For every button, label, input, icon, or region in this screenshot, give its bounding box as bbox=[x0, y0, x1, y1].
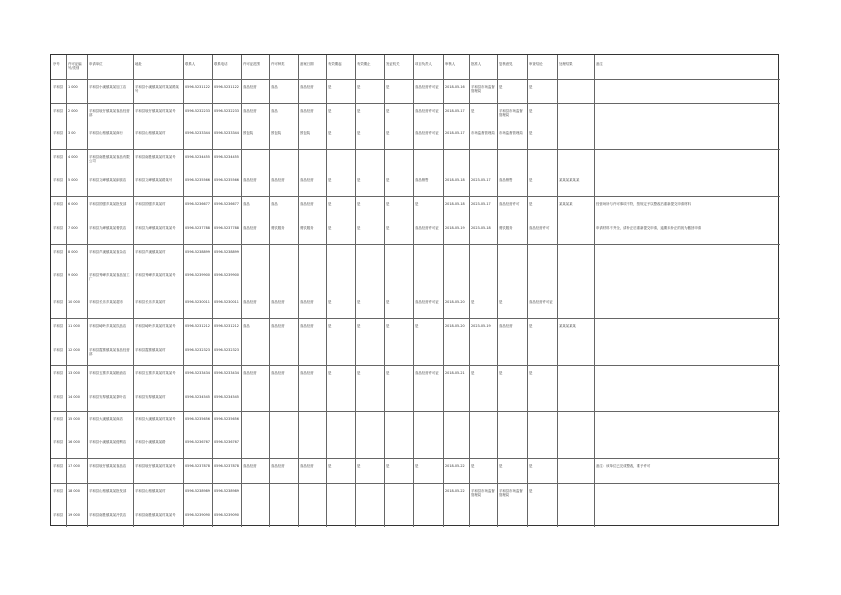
column-divider bbox=[413, 55, 414, 527]
table-cell: 食品经营许可证 bbox=[415, 371, 439, 375]
row-divider bbox=[51, 411, 780, 412]
table-cell: 平和县南胜镇某某冷饮店 bbox=[89, 513, 127, 517]
table-cell: 平和县 bbox=[53, 109, 64, 113]
table-cell: 平和县国强乡某某批发部 bbox=[89, 202, 127, 206]
table-cell: 2018-05-18 bbox=[445, 178, 465, 182]
table-cell: 食品经营许可证 bbox=[415, 226, 439, 230]
table-cell: 0596-5235566 bbox=[185, 178, 210, 182]
table-cell: 2018-05-22 bbox=[445, 464, 465, 468]
table-cell: 平和县 bbox=[53, 489, 64, 493]
table-cell: 食品经营许可证 bbox=[415, 85, 439, 89]
table-cell: 食品 bbox=[271, 109, 278, 113]
table-cell: 0596-5239090 bbox=[185, 513, 210, 517]
table-cell: 是 bbox=[471, 109, 475, 113]
table-cell: 是 bbox=[529, 464, 533, 468]
table-cell: 2023-05-19 bbox=[471, 324, 491, 328]
table-cell: 平和县五寨乡某某粮油店 bbox=[89, 371, 127, 375]
table-cell: 0596-5235566 bbox=[214, 178, 239, 182]
table-cell: 平和县 bbox=[53, 85, 64, 89]
header-cell: 联系电话 bbox=[214, 62, 228, 66]
table-cell: 是 bbox=[386, 226, 390, 230]
column-divider bbox=[66, 55, 67, 527]
table-cell: 平和县小溪镇某某路 bbox=[135, 440, 166, 444]
column-divider bbox=[497, 55, 498, 527]
table-cell: 平和县山格镇某某批发部 bbox=[89, 489, 127, 493]
table-cell: 是 bbox=[328, 131, 332, 135]
table-cell: 食品经营 bbox=[300, 464, 314, 468]
table-cell: 食品经营 bbox=[271, 371, 285, 375]
table-cell: 0596-5234455 bbox=[214, 155, 239, 159]
table-cell: 是 bbox=[529, 178, 533, 182]
table-cell: 0596-5230011 bbox=[185, 300, 210, 304]
table-cell: 平和县市场监督管理局 bbox=[499, 489, 523, 498]
table-cell: 平和县文峰镇某某路某号 bbox=[135, 178, 173, 182]
header-cell: 批准人 bbox=[471, 62, 482, 66]
table-cell: 备注：该单位已完成整改，准予许可 bbox=[596, 464, 651, 468]
column-divider bbox=[269, 55, 270, 527]
table-cell: 食品经营许可 bbox=[499, 202, 520, 206]
table-cell: 是 bbox=[386, 300, 390, 304]
header-cell: 联系人 bbox=[185, 62, 196, 66]
table-cell: 食品经营 bbox=[271, 464, 285, 468]
column-divider bbox=[212, 55, 213, 527]
header-cell: 处理结果 bbox=[559, 62, 573, 66]
column-divider bbox=[594, 55, 595, 527]
table-cell: 食品 bbox=[243, 202, 250, 206]
header-cell: 项目负责人 bbox=[415, 62, 432, 66]
table-cell: 平和县坂仔镇某某村某某号 bbox=[135, 464, 176, 468]
table-cell: 平和县坂仔镇某某食品店 bbox=[89, 464, 127, 468]
table-cell: 0596-5238899 bbox=[214, 250, 239, 254]
table-cell: 10 000 bbox=[68, 300, 80, 304]
table-cell: 7 000 bbox=[68, 226, 78, 230]
table-cell: 食品经营 bbox=[243, 178, 257, 182]
table-cell: 某某某某某 bbox=[559, 324, 576, 328]
table-cell: 食品经营 bbox=[300, 202, 314, 206]
table-cell: 是 bbox=[529, 371, 533, 375]
table-cell: 0596-5235656 bbox=[185, 417, 210, 421]
table-cell: 食品销售 bbox=[415, 178, 429, 182]
table-cell: 平和县芦溪镇某某食杂店 bbox=[89, 250, 127, 254]
column-divider bbox=[443, 55, 444, 527]
table-cell: 平和县 bbox=[53, 300, 64, 304]
table-cell: 是 bbox=[328, 226, 332, 230]
table-cell: 预包装 bbox=[300, 131, 311, 135]
table-cell: 15 000 bbox=[68, 417, 80, 421]
table-cell: 2018-05-20 bbox=[445, 324, 465, 328]
table-cell: 8 000 bbox=[68, 250, 78, 254]
column-divider bbox=[355, 55, 356, 527]
table-cell: 平和县芦溪镇某某村 bbox=[135, 250, 166, 254]
table-cell: 0596-5238899 bbox=[185, 250, 210, 254]
table-cell: 0596-5232323 bbox=[185, 348, 210, 352]
table-cell: 食品经营 bbox=[243, 109, 257, 113]
table-cell: 平和县小溪镇某某加工店 bbox=[89, 85, 127, 89]
table-cell: 平和县 bbox=[53, 226, 64, 230]
table-cell: 平和县山格镇某某村 bbox=[135, 131, 166, 135]
table-cell: 平和县坂仔镇某某食品经营部 bbox=[89, 109, 130, 118]
header-cell: 备注 bbox=[596, 62, 603, 66]
table-cell: 平和县大溪镇某某村某某号 bbox=[135, 417, 176, 421]
table-cell: 0596-5239900 bbox=[185, 273, 210, 277]
table-cell: 0596-5238989 bbox=[185, 489, 210, 493]
header-cell: 许可种类 bbox=[271, 62, 285, 66]
column-divider bbox=[557, 55, 558, 527]
table-cell: 是 bbox=[386, 371, 390, 375]
table-cell: 平和县大溪镇某某商店 bbox=[89, 417, 123, 421]
table-cell: 12 000 bbox=[68, 348, 80, 352]
table-cell: 平和县崎岭乡某某饮品店 bbox=[89, 324, 127, 328]
table-cell: 是 bbox=[499, 85, 503, 89]
header-cell: 有效期止 bbox=[357, 62, 371, 66]
table-cell: 2023-05-17 bbox=[471, 202, 491, 206]
table-cell: 4 000 bbox=[68, 155, 78, 159]
row-divider bbox=[51, 79, 780, 80]
table-cell: 0596-5239900 bbox=[214, 273, 239, 277]
table-cell: 0596-5234545 bbox=[185, 395, 210, 399]
table-cell: 某某某某某某 bbox=[559, 178, 580, 182]
table-cell: 18 000 bbox=[68, 489, 80, 493]
table-cell: 是 bbox=[529, 202, 533, 206]
table-cell: 平和县坂仔镇某某村某某号 bbox=[135, 109, 176, 113]
table-cell: 平和县 bbox=[53, 273, 64, 277]
table-cell: 0596-5237788 bbox=[185, 226, 210, 230]
table-cell: 2018-05-17 bbox=[445, 131, 465, 135]
table-cell: 平和县霞寨镇某某食品经营部 bbox=[89, 348, 130, 357]
table-cell: 食品经营 bbox=[300, 109, 314, 113]
data-table bbox=[50, 54, 779, 526]
table-cell: 是 bbox=[328, 85, 332, 89]
row-divider bbox=[51, 196, 780, 197]
table-cell: 2018-05-19 bbox=[445, 226, 465, 230]
table-cell: 是 bbox=[357, 85, 361, 89]
table-cell: 平和县山格镇某某商行 bbox=[89, 131, 123, 135]
table-cell: 是 bbox=[471, 300, 475, 304]
header-cell: 地址 bbox=[135, 62, 142, 66]
table-cell: 0596-5239090 bbox=[214, 513, 239, 517]
table-cell: 食品经营许可 bbox=[529, 226, 550, 230]
table-cell: 食品销售 bbox=[499, 178, 513, 182]
table-cell: 某某某某 bbox=[559, 202, 573, 206]
table-cell: 平和县安厚镇某某村 bbox=[135, 395, 166, 399]
header-cell: 申请单位 bbox=[89, 62, 103, 66]
column-divider bbox=[183, 55, 184, 527]
table-cell: 5 000 bbox=[68, 178, 78, 182]
table-cell: 14 000 bbox=[68, 395, 80, 399]
table-cell: 申请材料不齐全，请补正后重新提交申请，逾期未补正的视为撤回申请 bbox=[596, 226, 702, 230]
row-divider bbox=[51, 149, 780, 150]
table-cell: 食品经营 bbox=[243, 464, 257, 468]
table-cell: 0596-5234455 bbox=[185, 155, 210, 159]
table-cell: 1 000 bbox=[68, 85, 78, 89]
table-cell: 2023-05-17 bbox=[471, 178, 491, 182]
table-cell: 11 000 bbox=[68, 324, 80, 328]
table-cell: 2018-05-16 bbox=[445, 85, 465, 89]
table-cell: 是 bbox=[357, 300, 361, 304]
table-cell: 是 bbox=[357, 109, 361, 113]
table-cell: 平和县秀峰乡某某村某某号 bbox=[135, 273, 176, 277]
table-cell: 0596-5236767 bbox=[185, 440, 210, 444]
column-divider bbox=[241, 55, 242, 527]
table-cell: 是 bbox=[386, 464, 390, 468]
column-divider bbox=[326, 55, 327, 527]
table-cell: 是 bbox=[357, 226, 361, 230]
header-cell: 备案日期 bbox=[300, 62, 314, 66]
header-cell: 审核人 bbox=[445, 62, 456, 66]
table-cell: 餐饮服务 bbox=[300, 226, 314, 230]
table-cell: 是 bbox=[357, 131, 361, 135]
table-cell: 食品经营 bbox=[243, 300, 257, 304]
table-cell: 2018-05-21 bbox=[445, 371, 465, 375]
table-cell: 2 000 bbox=[68, 109, 78, 113]
table-cell: 平和县南胜镇某某村某某号 bbox=[135, 513, 176, 517]
table-cell: 是 bbox=[357, 464, 361, 468]
table-cell: 平和县山格镇某某村 bbox=[135, 489, 166, 493]
table-cell: 餐饮服务 bbox=[499, 226, 513, 230]
table-cell: 是 bbox=[529, 131, 533, 135]
column-divider bbox=[469, 55, 470, 527]
table-cell: 0596-5231212 bbox=[214, 324, 239, 328]
header-cell: 序号 bbox=[53, 62, 60, 66]
table-cell: 0596-5233434 bbox=[214, 371, 239, 375]
header-cell: 许可证范围 bbox=[243, 62, 260, 66]
table-cell: 食品经营 bbox=[300, 324, 314, 328]
table-cell: 食品经营 bbox=[243, 85, 257, 89]
table-cell: 0596-5233344 bbox=[185, 131, 210, 135]
table-cell: 2018-05-17 bbox=[445, 109, 465, 113]
table-cell: 平和县 bbox=[53, 464, 64, 468]
table-cell: 食品经营 bbox=[300, 178, 314, 182]
table-cell: 0596-5236677 bbox=[185, 202, 210, 206]
table-cell: 食品 bbox=[271, 85, 278, 89]
table-cell: 预包装 bbox=[243, 131, 254, 135]
table-cell: 平和县 bbox=[53, 348, 64, 352]
table-cell: 0596-5235656 bbox=[214, 417, 239, 421]
table-cell: 平和县霞寨镇某某村 bbox=[135, 348, 166, 352]
table-cell: 平和县五寨乡某某村某某号 bbox=[135, 371, 176, 375]
table-cell: 是 bbox=[471, 464, 475, 468]
table-cell: 平和县 bbox=[53, 513, 64, 517]
header-cell: 有效期起 bbox=[328, 62, 342, 66]
table-cell: 食品经营 bbox=[271, 300, 285, 304]
table-cell: 平和县 bbox=[53, 178, 64, 182]
table-cell: 平和县 bbox=[53, 371, 64, 375]
table-cell: 平和县 bbox=[53, 324, 64, 328]
header-cell: 审查结论 bbox=[529, 62, 543, 66]
table-cell: 食品经营 bbox=[271, 178, 285, 182]
table-cell: 是 bbox=[357, 178, 361, 182]
table-cell: 19 000 bbox=[68, 513, 80, 517]
table-cell: 食品经营许可证 bbox=[415, 109, 439, 113]
header-cell: 发证机关 bbox=[386, 62, 400, 66]
table-cell: 餐饮服务 bbox=[271, 226, 285, 230]
table-cell: 平和县 bbox=[53, 131, 64, 135]
table-cell: 是 bbox=[499, 371, 503, 375]
table-cell: 平和县长乐乡某某超市 bbox=[89, 300, 123, 304]
table-cell: 13 000 bbox=[68, 371, 80, 375]
table-cell: 是 bbox=[499, 464, 503, 468]
table-cell: 16 000 bbox=[68, 440, 80, 444]
table-cell: 食品经营 bbox=[271, 324, 285, 328]
column-divider bbox=[87, 55, 88, 527]
table-cell: 食品经营许可证 bbox=[529, 300, 553, 304]
table-cell: 平和县小溪镇某某便利店 bbox=[89, 440, 127, 444]
table-cell: 是 bbox=[499, 300, 503, 304]
table-cell: 是 bbox=[328, 202, 332, 206]
table-cell: 是 bbox=[415, 202, 419, 206]
table-cell: 2023-05-18 bbox=[471, 226, 491, 230]
table-cell: 食品经营 bbox=[300, 300, 314, 304]
table-cell: 是 bbox=[328, 371, 332, 375]
table-cell: 是 bbox=[328, 178, 332, 182]
table-cell: 6 000 bbox=[68, 202, 78, 206]
column-divider bbox=[527, 55, 528, 527]
column-divider bbox=[298, 55, 299, 527]
header-cell: 许可证编号/类别 bbox=[68, 62, 82, 71]
table-cell: 是 bbox=[415, 324, 419, 328]
table-cell: 平和县南胜镇某某食品有限公司 bbox=[89, 155, 130, 164]
table-cell: 平和县 bbox=[53, 250, 64, 254]
row-divider bbox=[51, 365, 780, 366]
row-divider bbox=[51, 483, 780, 484]
table-cell: 17 000 bbox=[68, 464, 80, 468]
table-cell: 是 bbox=[529, 324, 533, 328]
table-cell: 平和县 bbox=[53, 155, 64, 159]
table-cell: 预包装 bbox=[271, 131, 282, 135]
table-cell: 0596-5233344 bbox=[214, 131, 239, 135]
table-cell: 是 bbox=[328, 300, 332, 304]
table-cell: 平和县市场监督管理局 bbox=[471, 85, 495, 94]
table-cell: 平和县 bbox=[53, 417, 64, 421]
table-cell: 是 bbox=[328, 109, 332, 113]
table-cell: 食品 bbox=[243, 324, 250, 328]
table-cell: 食品经营 bbox=[300, 85, 314, 89]
table-cell: 0596-5230011 bbox=[214, 300, 239, 304]
table-cell: 市场监督管理局 bbox=[471, 131, 495, 135]
table-cell: 是 bbox=[357, 202, 361, 206]
table-cell: 平和县 bbox=[53, 395, 64, 399]
table-cell: 0596-5231122 bbox=[214, 85, 239, 89]
table-cell: 0596-5232233 bbox=[214, 109, 239, 113]
table-cell: 0596-5232233 bbox=[185, 109, 210, 113]
table-cell: 0596-5236767 bbox=[214, 440, 239, 444]
table-cell: 是 bbox=[328, 464, 332, 468]
table-cell: 市场监督管理局 bbox=[499, 131, 523, 135]
table-cell: 食品经营 bbox=[243, 371, 257, 375]
table-cell: 0596-5232323 bbox=[214, 348, 239, 352]
table-cell: 平和县秀峰乡某某食品加工厂 bbox=[89, 273, 130, 282]
table-cell: 3 00 bbox=[68, 131, 76, 135]
table-cell: 是 bbox=[357, 324, 361, 328]
table-cell: 0596-5237878 bbox=[185, 464, 210, 468]
table-cell: 是 bbox=[357, 371, 361, 375]
table-cell: 平和县崎岭乡某某村某某号 bbox=[135, 324, 176, 328]
row-divider bbox=[51, 244, 780, 245]
table-cell: 是 bbox=[529, 489, 533, 493]
table-cell: 是 bbox=[386, 178, 390, 182]
table-cell: 平和县九峰镇某某餐饮店 bbox=[89, 226, 127, 230]
table-cell: 是 bbox=[328, 324, 332, 328]
table-cell: 是 bbox=[386, 324, 390, 328]
table-cell: 0596-5233434 bbox=[185, 371, 210, 375]
table-cell: 平和县安厚镇某某茶叶店 bbox=[89, 395, 127, 399]
table-cell: 食品经营 bbox=[300, 371, 314, 375]
table-cell: 是 bbox=[471, 371, 475, 375]
table-cell: 经营场所与许可事项不符，按规定予以整改后重新提交申请材料 bbox=[596, 202, 691, 206]
header-cell: 复核意见 bbox=[499, 62, 513, 66]
table-cell: 是 bbox=[386, 85, 390, 89]
table-cell: 2018-05-20 bbox=[445, 300, 465, 304]
table-cell: 平和县市场监督管理局 bbox=[499, 109, 523, 118]
table-cell: 平和县市场监督管理局 bbox=[471, 489, 495, 498]
table-cell: 食品经营 bbox=[243, 226, 257, 230]
table-cell: 0596-5237878 bbox=[214, 464, 239, 468]
column-divider bbox=[384, 55, 385, 527]
table-cell: 是 bbox=[529, 85, 533, 89]
table-cell: 0596-5234545 bbox=[214, 395, 239, 399]
table-cell: 平和县文峰镇某某副食店 bbox=[89, 178, 127, 182]
row-divider bbox=[51, 103, 780, 104]
table-cell: 食品经营许可证 bbox=[415, 131, 439, 135]
table-cell: 2018-05-18 bbox=[445, 202, 465, 206]
column-divider bbox=[133, 55, 134, 527]
table-cell: 0596-5231212 bbox=[185, 324, 210, 328]
table-cell: 食品 bbox=[271, 202, 278, 206]
table-cell: 是 bbox=[386, 131, 390, 135]
table-cell: 是 bbox=[386, 202, 390, 206]
table-cell: 0596-5231122 bbox=[185, 85, 210, 89]
table-cell: 平和县国强乡某某村 bbox=[135, 202, 166, 206]
table-cell: 平和县 bbox=[53, 440, 64, 444]
table-cell: 食品经营 bbox=[499, 324, 513, 328]
table-cell: 是 bbox=[386, 109, 390, 113]
table-cell: 平和县小溪镇某某村某某路某号 bbox=[135, 85, 180, 94]
table-cell: 0596-5236677 bbox=[214, 202, 239, 206]
table-cell: 2018-05-22 bbox=[445, 489, 465, 493]
table-cell: 是 bbox=[529, 109, 533, 113]
table-cell: 是 bbox=[415, 464, 419, 468]
table-cell: 0596-5238989 bbox=[214, 489, 239, 493]
table-cell: 平和县 bbox=[53, 202, 64, 206]
table-cell: 9 000 bbox=[68, 273, 78, 277]
table-cell: 食品经营许可证 bbox=[415, 300, 439, 304]
table-cell: 平和县南胜镇某某村某某号 bbox=[135, 155, 176, 159]
table-cell: 0596-5237788 bbox=[214, 226, 239, 230]
row-divider bbox=[51, 318, 780, 319]
table-cell: 平和县九峰镇某某村某某号 bbox=[135, 226, 176, 230]
table-cell: 平和县长乐乡某某村 bbox=[135, 300, 166, 304]
row-divider bbox=[51, 458, 780, 459]
